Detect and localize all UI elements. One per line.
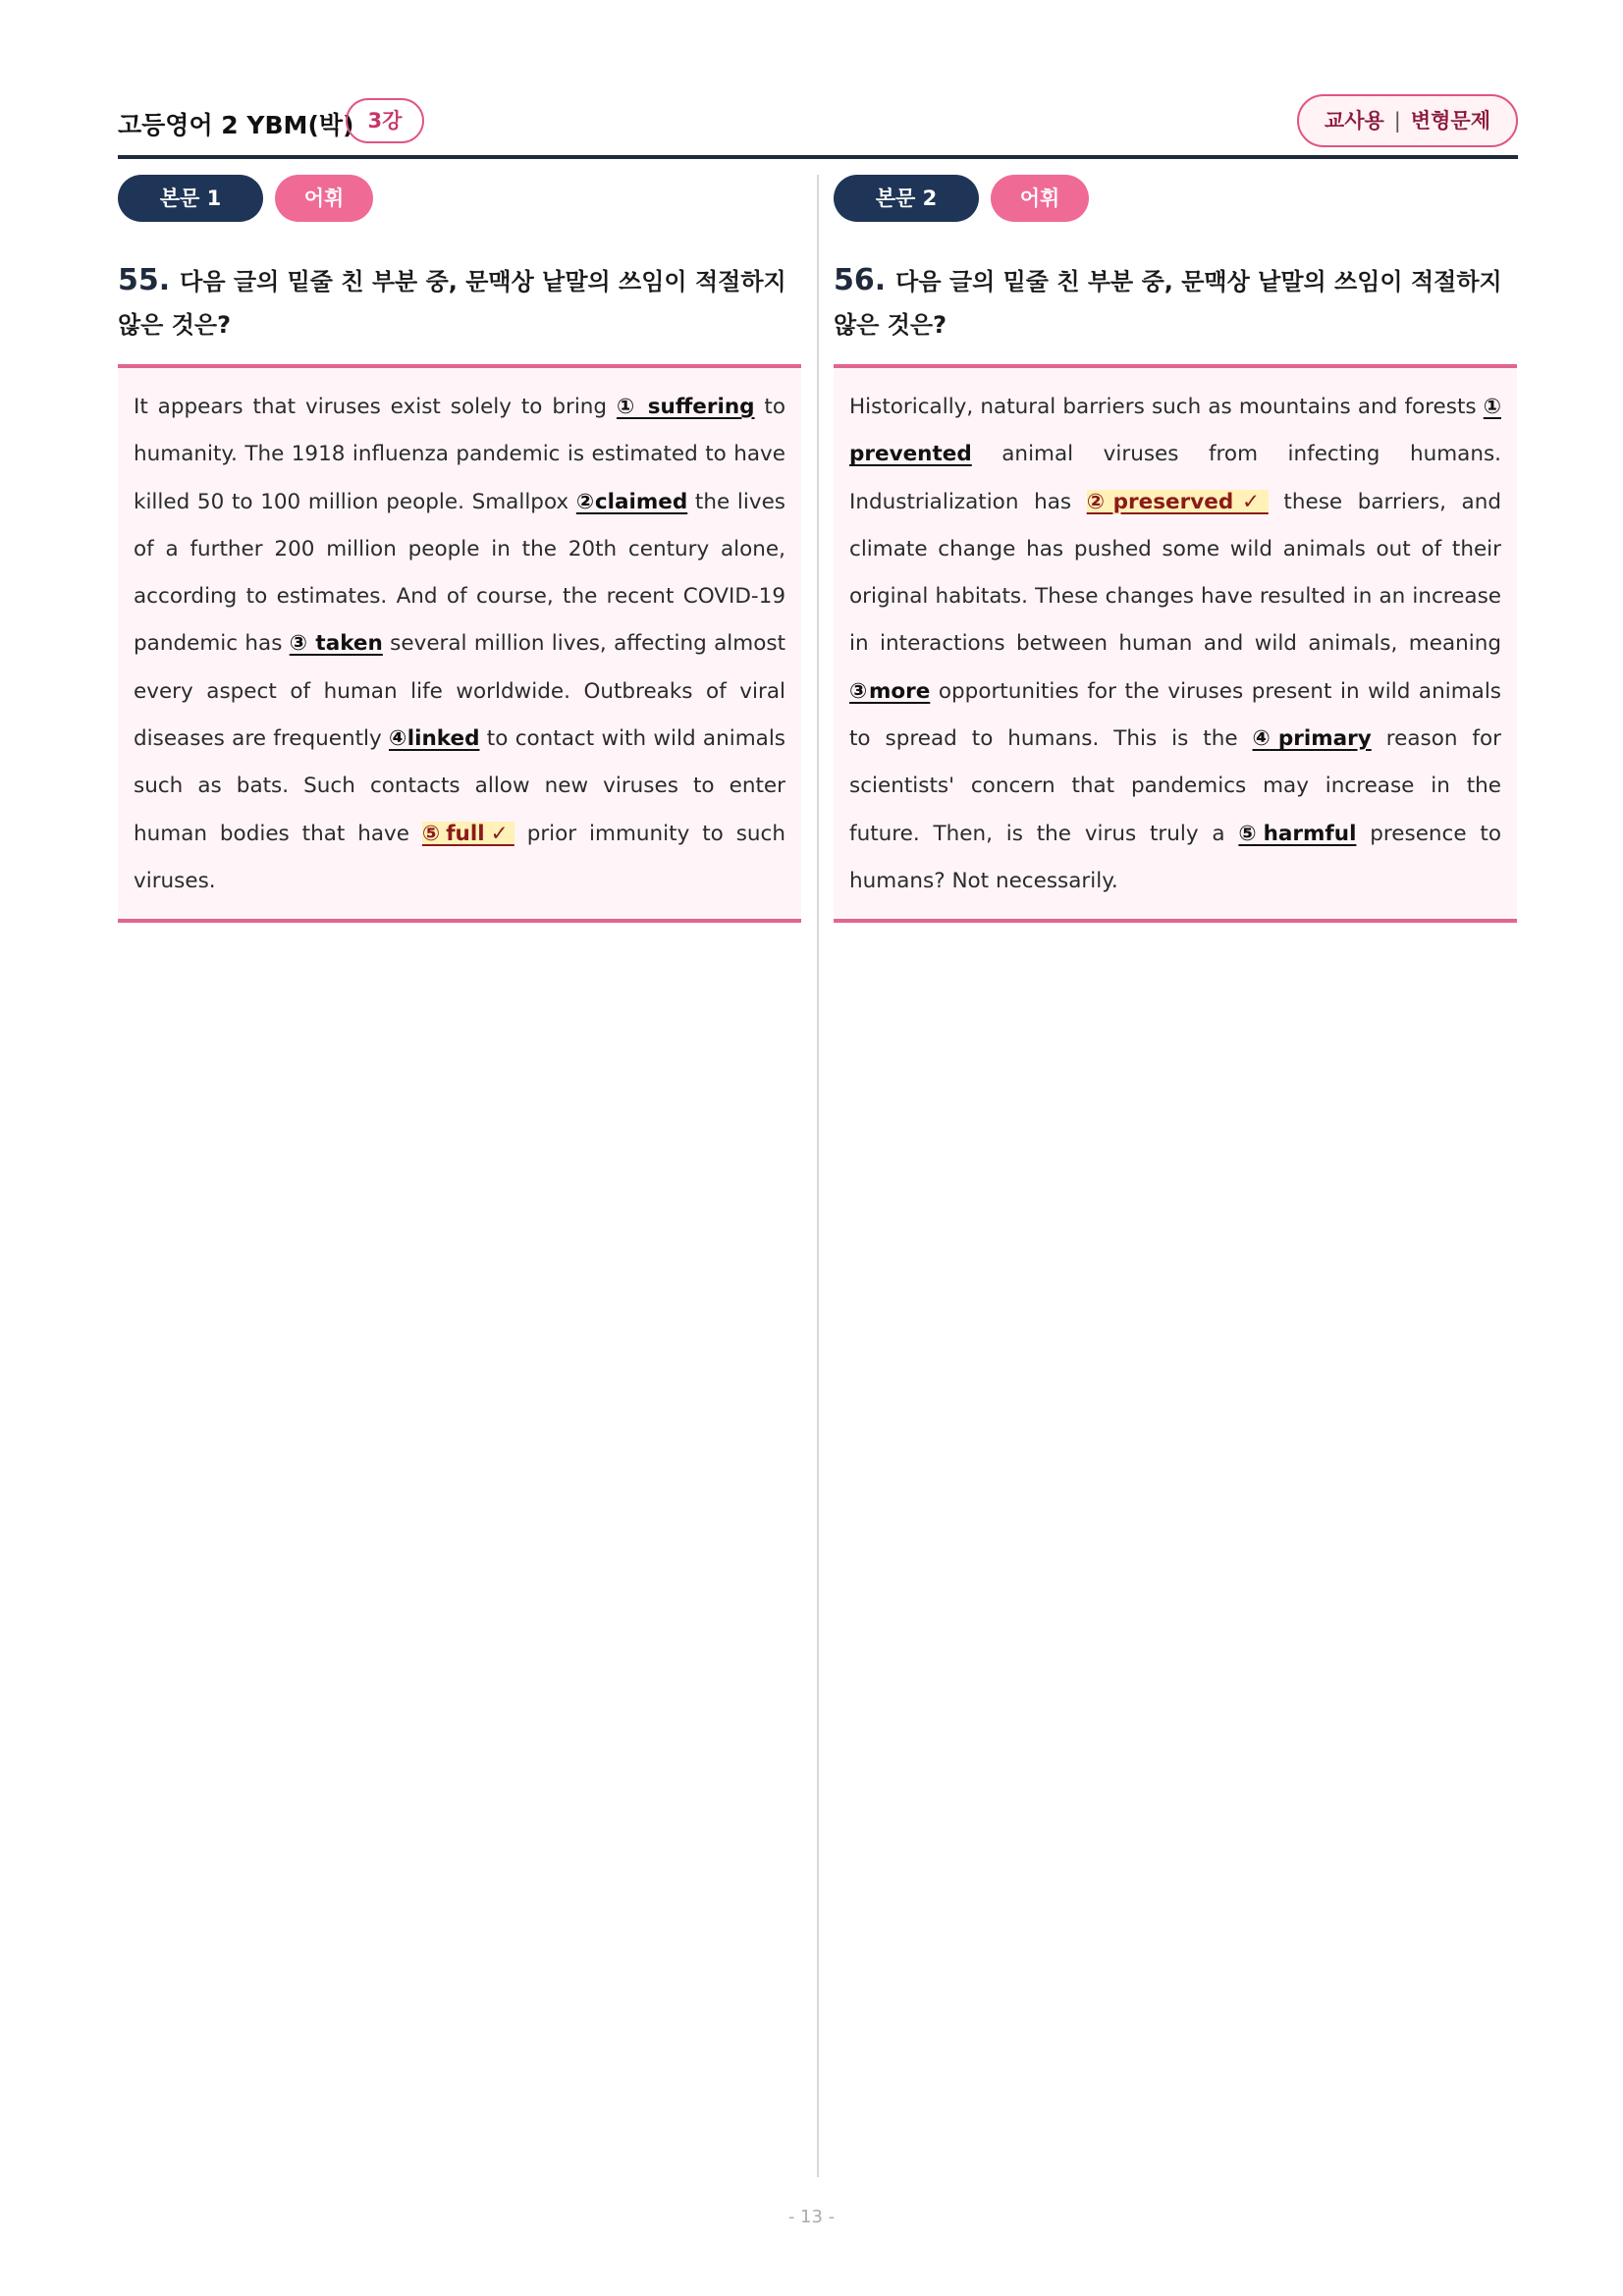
passage-segment: several million lives, affecting almost every aspect of human life worldwide. Outbreaks of viral diseases are frequently — [134, 631, 786, 752]
passage-segment: Historically, natural barriers such as mountains and forests — [849, 395, 1484, 419]
label-row — [834, 175, 1517, 224]
passage-segment: reason for scientists' concern that pandemics may increase in the future. Then, is the virus truly a — [849, 726, 1501, 846]
choice-marker: ③ taken — [289, 631, 383, 657]
header-rule — [118, 155, 1518, 159]
passage-text — [849, 384, 1501, 905]
question-prompt — [834, 259, 1517, 347]
page-header — [118, 94, 1518, 155]
lesson-badge: 3강 — [346, 98, 424, 143]
passage-segment: presence to humans? Not necessarily. — [849, 821, 1501, 893]
question-text: 다음 글의 밑줄 친 부분 중, 문맥상 낱말의 쓰임이 적절하지 않은 것은? — [118, 268, 786, 339]
choice-marker: ④primary — [1252, 726, 1372, 752]
page-number: - 13 - — [787, 2207, 836, 2227]
type-label-pill: 어휘 — [991, 175, 1089, 222]
passage-segment: animal viruses from infecting humans. Industrialization has — [849, 442, 1501, 514]
passage-box — [834, 364, 1517, 923]
choice-marker: ②claimed — [575, 489, 688, 514]
passage-segment: to contact with wild animals such as bats. Such contacts allow new viruses to enter human bodies that have — [134, 726, 785, 846]
passage-segment: prior immunity to such viruses. — [134, 821, 785, 893]
answer-choice-marker: ②preserved✓ — [1086, 489, 1269, 514]
passage-segment: opportunities for the viruses present in wild animals to spread to humans. This is the — [849, 678, 1501, 752]
question-text: 다음 글의 밑줄 친 부분 중, 문맥상 낱말의 쓰임이 적절하지 않은 것은? — [834, 268, 1502, 339]
question-number: 56. — [834, 263, 887, 297]
badge-separator: | — [1393, 109, 1401, 133]
answer-choice-marker: ⑤full✓ — [421, 821, 514, 846]
question-number: 55. — [118, 263, 171, 297]
label-row — [118, 175, 801, 224]
passage-box — [118, 364, 801, 923]
worksheet-type-badge — [1297, 94, 1518, 147]
text-label-pill: 본문 2 — [834, 175, 979, 222]
choice-marker: ① suffering — [616, 395, 755, 419]
audience-label: 교사용 — [1324, 109, 1384, 133]
passage-segment: these barriers, and climate change has pushed some wild animals out of their original habitats. These changes have resulted in an increase in interactions between human and wild animals, meaning — [849, 489, 1501, 657]
choice-marker: ③more — [849, 678, 931, 704]
choice-marker: ⑤harmful — [1238, 821, 1357, 846]
passage-segment: the lives of a further 200 million people in the 20th century alone, according to estimates. And of course, the recent COVID-19 pandemic has — [134, 489, 785, 657]
question-column-1 — [118, 175, 801, 923]
question-column-2 — [834, 175, 1517, 923]
category-label: 변형문제 — [1410, 109, 1490, 133]
type-label-pill: 어휘 — [275, 175, 373, 222]
book-title: 고등영어 2 YBM(박) — [118, 111, 354, 139]
passage-segment: It appears that viruses exist solely to bring — [134, 395, 617, 419]
text-label-pill: 본문 1 — [118, 175, 263, 222]
column-divider — [817, 175, 819, 2177]
passage-text — [134, 384, 785, 905]
question-prompt — [118, 259, 801, 347]
choice-marker: ④linked — [389, 726, 480, 752]
choice-marker: ① prevented — [849, 395, 1501, 467]
passage-segment: to humanity. The 1918 influenza pandemic is estimated to have killed 50 to 100 million people. Smallpox — [134, 395, 785, 514]
